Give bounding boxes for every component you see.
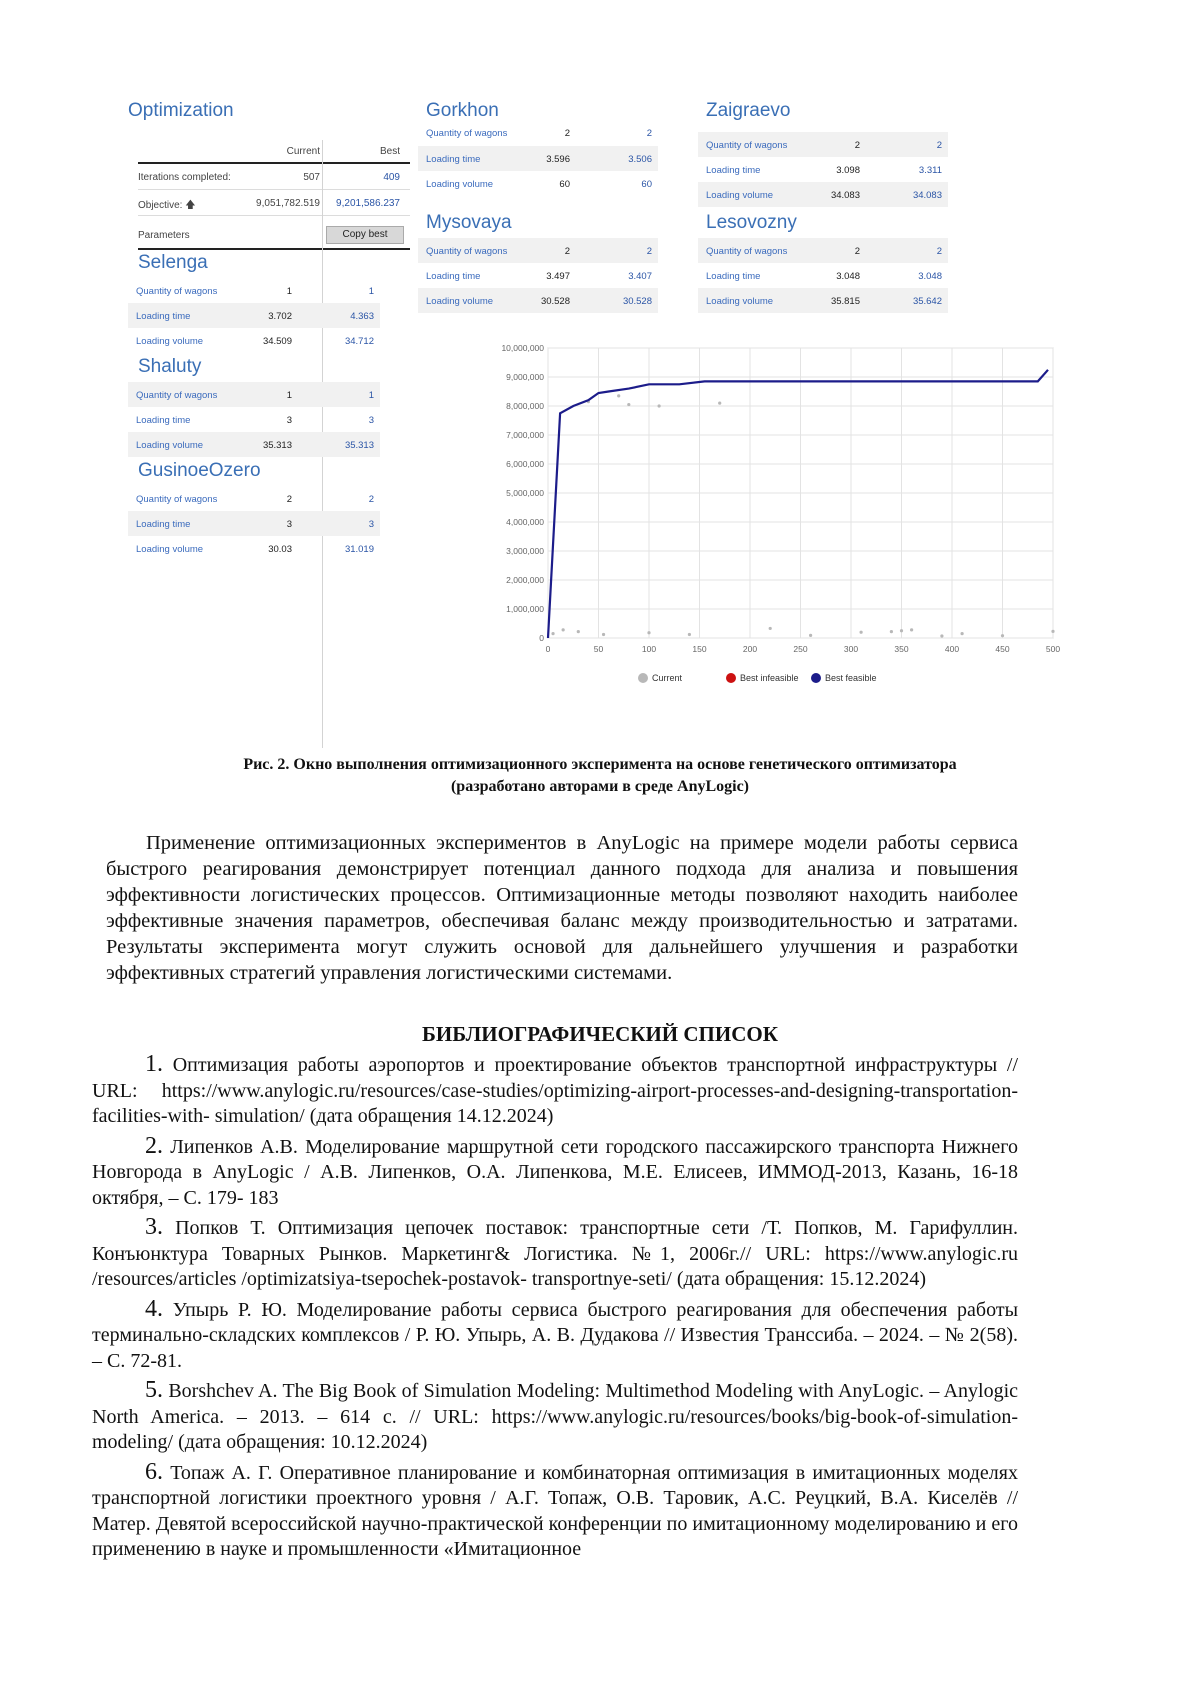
legend-marker xyxy=(638,673,648,683)
y-tick-label: 7,000,000 xyxy=(506,430,544,440)
iterations-best: 409 xyxy=(383,172,400,183)
col-current-label: Current xyxy=(286,146,320,157)
panel-row xyxy=(698,238,948,263)
reference-number: 3. xyxy=(145,1214,163,1240)
legend-label: Best infeasible xyxy=(740,673,799,683)
optimization-header xyxy=(138,140,410,164)
panel-row xyxy=(418,288,658,313)
row-label: Loading volume xyxy=(426,296,494,307)
x-tick-label: 50 xyxy=(593,644,604,654)
panel-gorkhon xyxy=(418,124,658,196)
row-current: 3.596 xyxy=(546,154,570,165)
row-label: Loading time xyxy=(426,271,481,282)
panel-lesovozny xyxy=(698,238,948,313)
row-current: 35.815 xyxy=(830,296,860,307)
row-label: Loading time xyxy=(136,519,191,530)
row-label: Quantity of wagons xyxy=(426,246,508,257)
row-label: Loading volume xyxy=(136,544,204,555)
y-tick-label: 6,000,000 xyxy=(506,459,544,469)
row-current: 2 xyxy=(854,140,860,151)
row-best: 2 xyxy=(646,128,652,139)
panel-shaluty xyxy=(128,382,380,457)
panel-title-gusinoeozero: GusinoeOzero xyxy=(138,460,261,481)
row-best: 1 xyxy=(368,286,374,297)
reference-number: 1. xyxy=(145,1051,163,1077)
current-point xyxy=(688,633,691,636)
bibliography-list xyxy=(92,1052,1018,1563)
row-best: 34.712 xyxy=(344,336,374,347)
panel-mysovaya xyxy=(418,238,658,313)
current-point xyxy=(562,628,565,631)
x-tick-label: 100 xyxy=(641,644,657,654)
optimization-figure xyxy=(128,100,1061,750)
panel-row xyxy=(418,146,658,171)
row-current: 2 xyxy=(564,128,570,139)
panel-row xyxy=(698,263,948,288)
copy-best-button[interactable]: Copy best xyxy=(326,226,404,244)
panel-row xyxy=(418,238,658,263)
y-tick-label: 10,000,000 xyxy=(501,343,544,353)
row-best: 2 xyxy=(936,140,942,151)
row-current: 3 xyxy=(286,519,292,530)
row-best: 3.407 xyxy=(628,271,652,282)
row-label: Loading time xyxy=(706,271,761,282)
row-current: 35.313 xyxy=(262,440,292,451)
iterations-label: Iterations completed: xyxy=(138,172,231,183)
panel-title-shaluty: Shaluty xyxy=(138,356,202,377)
caption-line-1: Рис. 2. Окно выполнения оптимизационного эксперимента на основе генетического оптимизатора xyxy=(243,756,957,773)
row-best: 2 xyxy=(936,246,942,257)
legend-marker xyxy=(726,673,736,683)
y-tick-label: 2,000,000 xyxy=(506,575,544,585)
current-point xyxy=(860,631,863,634)
current-point xyxy=(602,633,605,636)
x-tick-label: 0 xyxy=(545,644,551,654)
current-point xyxy=(809,634,812,637)
panel-row xyxy=(128,486,380,511)
objective-label: Objective: 🡅 xyxy=(138,200,196,211)
row-current: 3.497 xyxy=(546,271,570,282)
row-label: Loading time xyxy=(136,311,191,322)
row-label: Quantity of wagons xyxy=(706,246,788,257)
iterations-row xyxy=(138,164,410,190)
col-best-label: Best xyxy=(379,146,400,157)
row-best: 3 xyxy=(368,519,374,530)
row-best: 4.363 xyxy=(350,311,374,322)
panel-row xyxy=(418,263,658,288)
row-label: Quantity of wagons xyxy=(136,494,218,505)
row-label: Quantity of wagons xyxy=(426,128,508,139)
reference-item xyxy=(92,1052,1018,1130)
paragraph-text: Применение оптимизационных экспериментов в AnyLogic на примере модели работы сервиса быстрого реагирования демонстрирует потенциал данного подхода для анализа и повышения эффективности логистических процессов. Оптимизационные методы позволяют находить наиболее эффективные значения параметров, обеспечивая баланс между производительностью и затратами. Результаты эксперимента могут служить основой для дальнейшего улучшения и разработки эффективных стратегий управления логистическими системами. xyxy=(106,832,1018,984)
row-current: 3 xyxy=(286,415,292,426)
panel-row xyxy=(128,328,380,353)
panel-row xyxy=(418,171,658,196)
y-tick-label: 9,000,000 xyxy=(506,372,544,382)
row-current: 3.048 xyxy=(836,271,860,282)
reference-text: Оптимизация работы аэропортов и проектирование объектов транспортной инфраструктуры // URL: https://www.anylogic.ru/resources/case-studies/optimizing-airport-processes-and-designing-transportation-facilities-with- simulation/ (дата обращения 14.12.2024) xyxy=(92,1054,1019,1127)
row-best: 3.311 xyxy=(918,165,942,176)
panel-title-zaigraevo: Zaigraevo xyxy=(706,100,791,121)
row-label: Loading volume xyxy=(706,296,774,307)
panel-row xyxy=(128,382,380,407)
row-current: 30.03 xyxy=(268,544,292,555)
current-point xyxy=(1051,630,1054,633)
row-best: 60 xyxy=(641,179,652,190)
reference-item xyxy=(92,1378,1018,1456)
reference-text: Липенков А.В. Моделирование маршрутной сети городского пассажирского транспорта Нижнего Новгорода в AnyLogic / А.В. Липенков, О.А. Липенкова, М.Е. Елисеев, ИММОД-2013, Казань, 16-18 октября, – С. 179- 183 xyxy=(92,1135,1018,1209)
x-tick-label: 450 xyxy=(995,644,1010,654)
current-point xyxy=(961,632,964,635)
legend-label: Current xyxy=(652,673,683,683)
current-point xyxy=(647,631,650,634)
reference-text: Топаж А. Г. Оперативное планирование и комбинаторная оптимизация в имитационных моделях транспортной логистики проектного уровня / А.Г. Топаж, О.В. Таровик, А.С. Реуцкий, В.А. Киселёв // Матер. Девятой всероссийской научно-практической конференции по имитационному моделированию и его применению в науке и промышленности «Имитационное xyxy=(92,1461,1018,1560)
reference-text: Borshchev A. The Big Book of Simulation Modeling: Multimethod Modeling with AnyLogic. – Anylogic North America. – 2013. – 614 c. // URL: https://www.anylogic.ru/resources/books/big-book-of-simulation-modeling/ (дата обращения: 10.12.2024) xyxy=(92,1380,1019,1453)
panel-gusinoeozero xyxy=(128,486,380,561)
row-best: 3.506 xyxy=(628,154,652,165)
row-label: Loading time xyxy=(426,154,481,165)
current-point xyxy=(658,404,661,407)
row-label: Loading time xyxy=(706,165,761,176)
objective-row xyxy=(138,190,410,216)
current-point xyxy=(769,627,772,630)
y-tick-label: 4,000,000 xyxy=(506,517,544,527)
row-best: 3 xyxy=(368,415,374,426)
objective-best: 9,201,586.237 xyxy=(336,198,400,209)
panel-row xyxy=(698,157,948,182)
y-tick-label: 1,000,000 xyxy=(506,604,544,614)
x-tick-label: 150 xyxy=(692,644,707,654)
row-best: 2 xyxy=(368,494,374,505)
panel-row xyxy=(128,432,380,457)
current-point xyxy=(627,403,630,406)
row-best: 35.313 xyxy=(344,440,374,451)
row-best: 1 xyxy=(368,390,374,401)
row-label: Quantity of wagons xyxy=(136,390,218,401)
row-current: 2 xyxy=(564,246,570,257)
row-current: 60 xyxy=(559,179,570,190)
panel-row xyxy=(128,407,380,432)
objective-current: 9,051,782.519 xyxy=(256,198,320,209)
legend-marker xyxy=(811,673,821,683)
row-current: 30.528 xyxy=(540,296,570,307)
row-current: 2 xyxy=(854,246,860,257)
row-label: Loading volume xyxy=(136,336,204,347)
parameters-header xyxy=(138,222,410,250)
panel-row xyxy=(698,288,948,313)
y-tick-label: 5,000,000 xyxy=(506,488,544,498)
caption-line-2: (разработано авторами в среде AnyLogic) xyxy=(450,778,750,795)
row-current: 34.509 xyxy=(262,336,292,347)
bibliography-heading: БИБЛИОГРАФИЧЕСКИЙ СПИСОК xyxy=(422,1022,778,1046)
y-tick-label: 8,000,000 xyxy=(506,401,544,411)
current-point xyxy=(890,630,893,633)
row-best: 35.642 xyxy=(912,296,942,307)
panel-title-lesovozny: Lesovozny xyxy=(706,212,797,233)
legend-label: Best feasible xyxy=(825,673,877,683)
x-tick-label: 400 xyxy=(944,644,960,654)
row-label: Loading volume xyxy=(706,190,774,201)
row-current: 3.702 xyxy=(268,311,292,322)
conclusion-paragraph xyxy=(106,830,1018,986)
panel-row xyxy=(128,303,380,328)
figure-caption xyxy=(120,754,1080,798)
panel-title-mysovaya: Mysovaya xyxy=(426,212,512,233)
panel-title-gorkhon: Gorkhon xyxy=(426,100,499,121)
y-tick-label: 3,000,000 xyxy=(506,546,544,556)
panel-row xyxy=(128,536,380,561)
x-tick-label: 200 xyxy=(742,644,758,654)
reference-number: 4. xyxy=(145,1295,163,1322)
row-best: 34.083 xyxy=(912,190,942,201)
row-label: Loading time xyxy=(136,415,191,426)
current-point xyxy=(900,629,903,632)
current-point xyxy=(551,632,554,635)
current-point xyxy=(718,402,721,405)
x-tick-label: 350 xyxy=(894,644,909,654)
reference-item xyxy=(92,1215,1018,1293)
parameters-label: Parameters xyxy=(138,230,190,241)
optimization-title: Optimization xyxy=(128,100,234,121)
row-current: 34.083 xyxy=(830,190,860,201)
reference-number: 5. xyxy=(145,1377,163,1403)
current-point xyxy=(940,634,943,637)
row-label: Loading volume xyxy=(426,179,494,190)
row-label: Quantity of wagons xyxy=(706,140,788,151)
current-point xyxy=(577,630,580,633)
row-best: 31.019 xyxy=(344,544,374,555)
reference-text: Попков Т. Оптимизация цепочек поставок: транспортные сети /Т. Попков, М. Гарифуллин. Конъюнктура Товарных Рынков. Маркетинг& Логистика. №1, 2006г.// URL: https://www.anylogic.ru /resources/articles /optimizatsiya-tsepochek-postavok- transportnye-seti/ (дата обращения: 15.12.2024) xyxy=(92,1217,1019,1290)
optimization-table xyxy=(138,140,410,250)
current-point xyxy=(1001,634,1004,637)
row-current: 2 xyxy=(286,494,292,505)
current-point xyxy=(617,394,620,397)
objective-chart xyxy=(478,338,1068,738)
panel-row xyxy=(698,132,948,157)
row-label: Loading volume xyxy=(136,440,204,451)
panel-selenga xyxy=(128,278,380,353)
panel-row xyxy=(128,278,380,303)
row-label: Quantity of wagons xyxy=(136,286,218,297)
x-tick-label: 250 xyxy=(793,644,808,654)
panel-row xyxy=(698,182,948,207)
panel-row xyxy=(128,511,380,536)
panel-row xyxy=(418,124,658,146)
row-current: 3.098 xyxy=(836,165,860,176)
row-best: 2 xyxy=(646,246,652,257)
panel-zaigraevo xyxy=(698,132,948,207)
reference-item xyxy=(92,1460,1018,1563)
current-point xyxy=(910,628,913,631)
reference-item xyxy=(92,1297,1018,1375)
row-best: 3.048 xyxy=(918,271,942,282)
panel-title-selenga: Selenga xyxy=(138,252,208,273)
row-current: 1 xyxy=(286,286,292,297)
reference-number: 2. xyxy=(145,1132,163,1159)
reference-number: 6. xyxy=(145,1458,163,1485)
row-best: 30.528 xyxy=(622,296,652,307)
y-tick-label: 0 xyxy=(539,633,544,643)
reference-item xyxy=(92,1134,1018,1212)
x-tick-label: 500 xyxy=(1045,644,1061,654)
iterations-current: 507 xyxy=(303,172,320,183)
row-current: 1 xyxy=(286,390,292,401)
x-tick-label: 300 xyxy=(843,644,859,654)
reference-text: Упырь Р. Ю. Моделирование работы сервиса быстрого реагирования для обеспечения работы терминально-складских комплексов / Р. Ю. Упырь, А. В. Дудакова // Известия Транссиба. – 2024. – № 2(58). – С. 72-81. xyxy=(92,1298,1019,1372)
